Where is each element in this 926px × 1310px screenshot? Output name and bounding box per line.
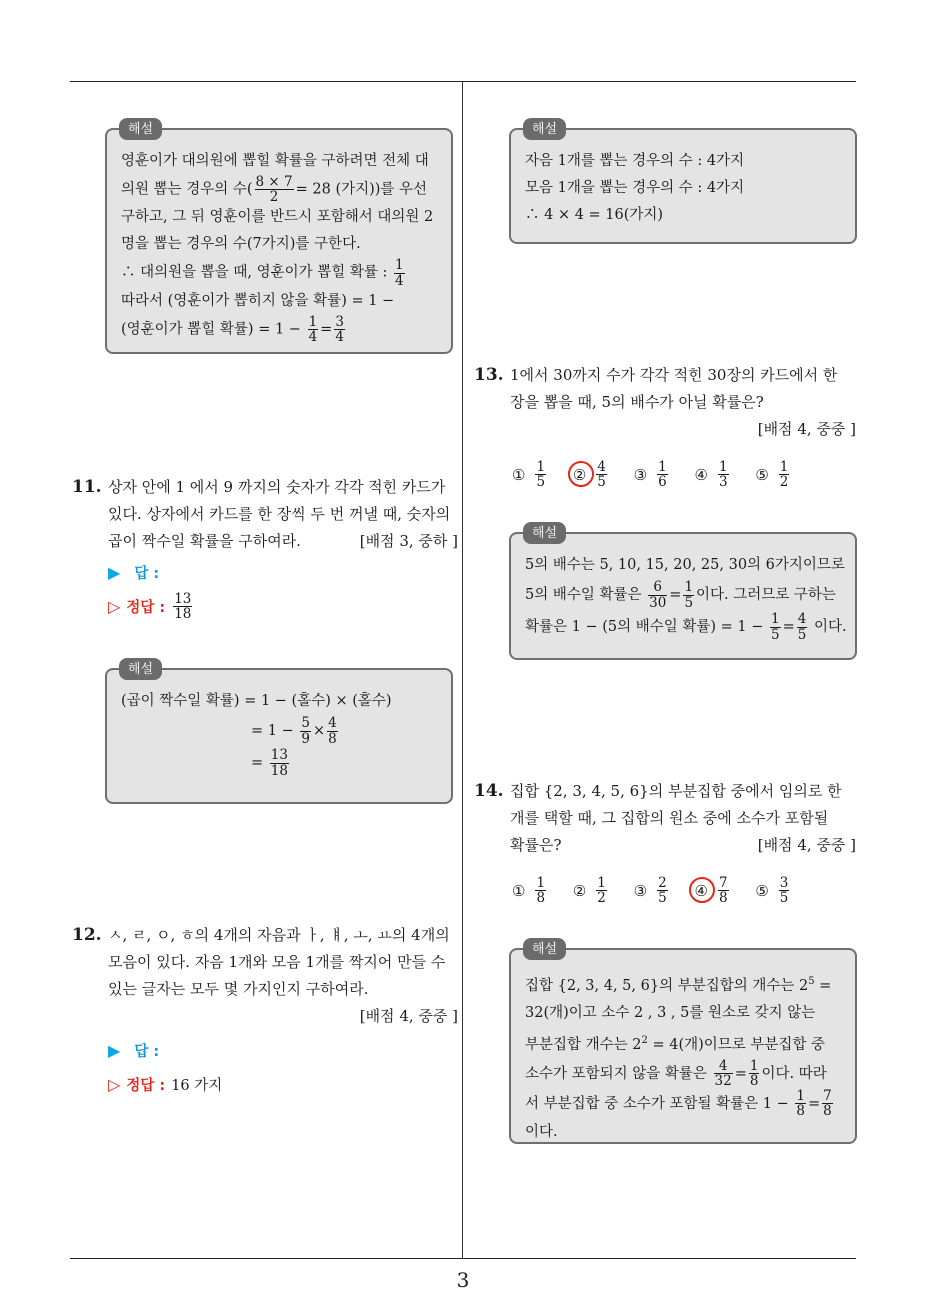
- fraction: $\frac{13}{18}$: [270, 747, 288, 779]
- sol10-line-2: 의원 뽑는 경우의 수( $\frac{8 \times 7}{2}$ = 28 (가지))를 우선: [121, 174, 428, 206]
- solution-box-10: [105, 122, 453, 354]
- solution-label: 해설: [119, 658, 162, 680]
- fraction: $\frac{1}{8}$: [796, 1087, 805, 1120]
- fraction: $\frac{1}{5}$: [684, 579, 694, 611]
- choice-2[interactable]: ② $\frac{4}{5}$: [573, 460, 609, 489]
- sol13-line-2: 5의 배수일 확률은 $\frac{6}{30}$ = $\frac{1}{5}$ 이다. 그러므로 구하는: [525, 579, 836, 611]
- sol11-line-3: = $\frac{13}{18}$: [251, 747, 288, 779]
- selected-answer-mark: [689, 877, 715, 903]
- fraction: $\frac{1}{4}$: [394, 257, 404, 289]
- fraction: $\frac{4}{32}$: [714, 1057, 732, 1090]
- selected-answer-mark: [568, 461, 594, 487]
- sol13-line-3: 확률은 1 − (5의 배수일 확률) = 1 − $\frac{1}{5}$ = $\frac{4}{5}$ 이다.: [525, 611, 847, 643]
- fraction: $\frac{4}{8}$: [328, 715, 337, 747]
- page-number: 3: [456, 1268, 470, 1292]
- answer-label: 답 :: [134, 1044, 160, 1060]
- fraction: $\frac{1}{5}$: [770, 611, 780, 643]
- sol14-line-3: 부분집합 개수는 $2^2 = 4$(개)이므로 부분집합 중: [525, 1034, 826, 1053]
- score-info: [배점 4, 중중 ]: [359, 1007, 458, 1025]
- sol10-line-1: 영훈이가 대의원에 뽑힐 확률을 구하려면 전체 대: [121, 153, 429, 169]
- fraction: $\frac{1}{4}$: [308, 313, 318, 345]
- choice-1[interactable]: ① $\frac{1}{5}$: [512, 459, 546, 491]
- correct-fraction: $\frac{13}{18}$: [174, 591, 192, 623]
- fraction: $\frac{1}{8}$: [749, 1057, 759, 1090]
- correct-label: 정답 :: [126, 1078, 166, 1094]
- choice-2[interactable]: ② $\frac{1}{2}$: [572, 875, 606, 907]
- sol13-line-1: 5의 배수는 5, 10, 15, 20, 25, 30의 6가지이므로: [525, 557, 845, 573]
- fraction: $\frac{5}{9}$: [301, 715, 310, 747]
- play-icon: ▶: [108, 563, 121, 582]
- sol10-line-6: 따라서 (영훈이가 뽑히지 않을 확률) = 1 −: [121, 292, 395, 309]
- solution-label: 해설: [523, 938, 566, 960]
- play-icon: ▶: [108, 1041, 121, 1060]
- question-14: 14. 집합 {2, 3, 4, 5, 6}의 부분집합 중에서 임의로 한 개를 택할 때, 그 집합의 원소 중에 소수가 포함될 확률은? [배점 4, 중중 ]: [474, 778, 856, 859]
- choice-1[interactable]: ① $\frac{1}{8}$: [512, 875, 546, 907]
- sol14-line-2: 32(개)이고 소수 2 , 3 , 5를 원소로 갖지 않는: [525, 1004, 816, 1021]
- correct-label: 정답 :: [126, 600, 166, 617]
- choice-4[interactable]: ④ $\frac{7}{8}$: [694, 876, 730, 905]
- correct-answer-row-12: [108, 1074, 222, 1095]
- solution-box-14: [509, 942, 857, 1144]
- score-info: [배점 3, 중하 ]: [359, 532, 458, 550]
- answer-row-11: [108, 562, 159, 583]
- fraction: $\frac{4}{5}$: [797, 611, 807, 643]
- fraction: $\frac{8 \times 7}{2}$: [255, 174, 293, 206]
- question-11: 11. 상자 안에 1 에서 9 까지의 숫자가 각각 적힌 카드가 있다. 상자에서 카드를 한 장씩 두 번 꺼낼 때, 숫자의 곱이 짝수일 확률을 구하여라. [배점 3, 중하 ]: [72, 474, 458, 555]
- question-13: 13. 1에서 30까지 수가 각각 적힌 30장의 카드에서 한 장을 뽑을 때, 5의 배수가 아닐 확률은? [배점 4, 중중 ]: [474, 362, 856, 443]
- outline-triangle-icon: ▷: [108, 597, 121, 617]
- sol12-line-1: 자음 1개를 뽑는 경우의 수 : 4가지: [525, 153, 745, 169]
- bottom-rule: [70, 1258, 856, 1259]
- solution-box-12: [509, 122, 857, 244]
- answer-label: 답 :: [134, 566, 160, 582]
- choice-5[interactable]: ⑤ $\frac{3}{5}$: [755, 875, 789, 907]
- fraction: $\frac{3}{4}$: [335, 313, 344, 345]
- outline-triangle-icon: ▷: [108, 1075, 121, 1094]
- solution-label: 해설: [523, 118, 566, 140]
- question-12: 12. ㅅ, ㄹ, ㅇ, ㅎ의 4개의 자음과 ㅏ, ㅒ, ㅗ, ㅛ의 4개의 모음이 있다. 자음 1개와 모음 1개를 짝지어 만들 수 있는 글자는 모두 몇 가지인지 구하여라. [배점 4, 중중 ]: [72, 922, 458, 1030]
- sol11-line-2: = 1 − $\frac{5}{9}$ × $\frac{4}{8}$: [251, 715, 337, 747]
- question-number: 11.: [72, 477, 102, 497]
- solution-label: 해설: [119, 118, 162, 140]
- correct-value: 16 가지: [171, 1078, 223, 1094]
- sol14-line-4: 소수가 포함되지 않을 확률은 $\frac{4}{32}$ = $\frac{1}{8}$ 이다. 따라: [525, 1057, 827, 1090]
- question-number: 13.: [474, 365, 504, 385]
- sol12-line-2: 모음 1개을 뽑는 경우의 수 : 4가지: [525, 180, 745, 196]
- question-number: 14.: [474, 781, 504, 801]
- fraction: $\frac{7}{8}$: [823, 1087, 832, 1120]
- sol10-line-4: 명을 뽑는 경우의 수(7가지)를 구한다.: [121, 236, 361, 253]
- answer-row-12: [108, 1040, 159, 1061]
- choice-3[interactable]: ③ $\frac{2}{5}$: [633, 875, 667, 907]
- score-info: [배점 4, 중중 ]: [757, 836, 856, 854]
- choices-13: [512, 460, 811, 489]
- fraction: $\frac{6}{30}$: [649, 579, 667, 611]
- sol11-line-1: (곱이 짝수일 확률) = 1 − (홀수) × (홀수): [121, 693, 392, 709]
- sol10-line-7: (영훈이가 뽑힐 확률) = 1 − $\frac{1}{4}$ = $\frac{3}{4}$: [121, 313, 344, 345]
- sol12-line-3: ∴ 4 × 4 = 16(가지): [525, 207, 664, 223]
- sol10-line-5: ∴ 대의원을 뽑을 때, 영훈이가 뽑힐 확률 : $\frac{1}{4}$: [121, 257, 404, 289]
- sol14-line-1: 집합 {2, 3, 4, 5, 6}의 부분집합의 개수는 $2^5$ =: [525, 976, 832, 994]
- choice-4[interactable]: ④ $\frac{1}{3}$: [694, 459, 728, 491]
- choice-3[interactable]: ③ $\frac{1}{6}$: [633, 459, 667, 491]
- solution-box-13: [509, 526, 857, 660]
- correct-answer-row-11: [108, 592, 194, 621]
- sol10-line-3: 구하고, 그 뒤 영훈이를 반드시 포함해서 대의원 2: [121, 209, 434, 226]
- question-number: 12.: [72, 925, 102, 945]
- score-info: [배점 4, 중중 ]: [757, 420, 856, 438]
- sol14-line-5: 서 부분집합 중 소수가 포함될 확률은 1 − $\frac{1}{8}$ = $\frac{7}{8}$: [525, 1087, 832, 1120]
- column-divider: [462, 82, 463, 1258]
- choices-14: [512, 876, 811, 905]
- top-rule: [70, 81, 856, 82]
- solution-label: 해설: [523, 522, 566, 544]
- choice-5[interactable]: ⑤ $\frac{1}{2}$: [755, 459, 789, 491]
- sol14-line-6: 이다.: [525, 1123, 558, 1140]
- solution-box-11: [105, 662, 453, 804]
